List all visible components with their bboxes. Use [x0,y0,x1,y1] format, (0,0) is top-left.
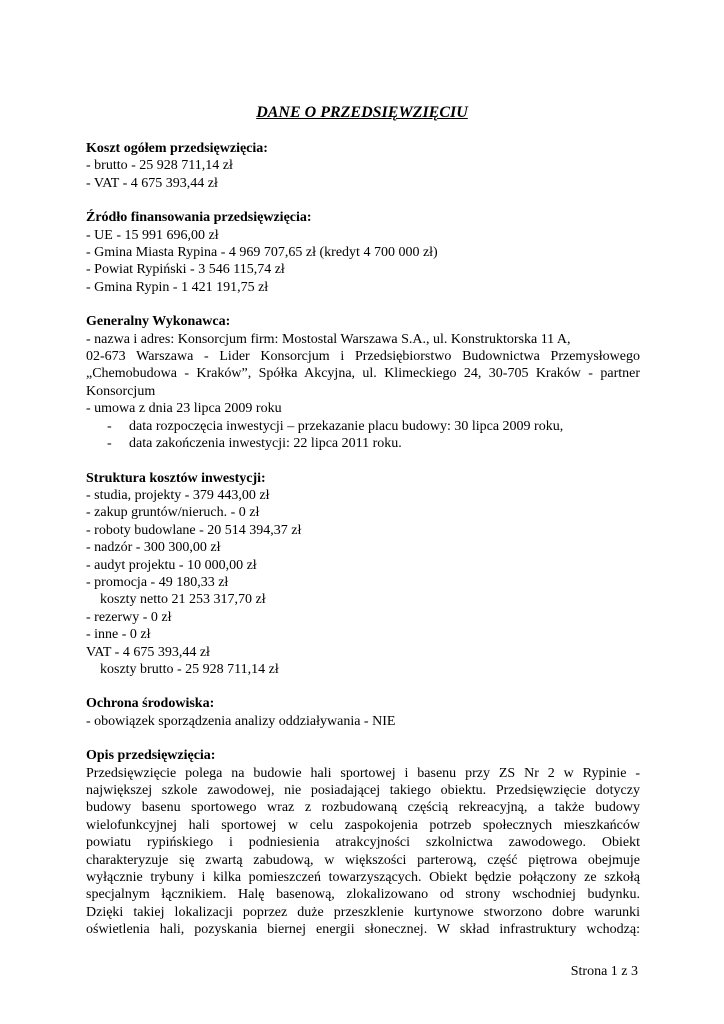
cost-line: - promocja - 49 180,33 zł [86,574,229,590]
opis-line: wyłącznie trybuny i kilka pomieszczeń towarzyszących. Obiekt będzie połączony ze szkołą [86,870,640,886]
section-heading: Generalny Wykonawca: [86,314,231,330]
opis-line: wielofunkcyjnej hali sportowej w celu zaspokojenia potrzeb społecznych mieszkańców [86,817,640,833]
section-heading: Opis przedsięwzięcia: [86,748,216,764]
page-title: DANE O PRZEDSIĘWZIĘCIU [256,104,468,121]
section-koszt [86,140,640,192]
ochrona-line: - obowiązek sporządzenia analizy oddziaływania - NIE [86,713,396,729]
zrodlo-line: - UE - 15 991 696,00 zł [86,227,219,243]
section-ochrona [86,695,640,730]
cost-line: VAT - 4 675 393,44 zł [86,644,210,660]
opis-line: specjalnym łącznikiem. Halę basenową, zlokalizowano od strony wschodniej budynku. [86,887,640,903]
list-item-text: data rozpoczęcia inwestycji – przekazanie placu budowy: 30 lipca 2009 roku, [129,418,564,434]
koszt-line: - brutto - 25 928 711,14 zł [86,158,233,174]
opis-line: charakteryzuje się zwartą zabudową, w większości parterową, część piętrowa obejmuje [86,852,640,868]
section-heading: Struktura kosztów inwestycji: [86,470,266,486]
page-number: Strona 1 z 3 [570,964,638,979]
cost-line: - inne - 0 zł [86,627,151,643]
list-item [86,435,640,452]
cost-line: - nadzór - 300 300,00 zł [86,540,221,556]
list-item [86,418,640,435]
opis-line: największej szkole zawodowej, nie posiadającej takiego obiektu. Przedsięwzięcie dotyczy [86,783,640,798]
zrodlo-line: - Gmina Rypin - 1 421 191,75 zł [86,279,269,295]
section-heading: Koszt ogółem przedsięwzięcia: [86,141,268,156]
cost-line: - studia, projekty - 379 443,00 zł [86,487,270,503]
cost-total: koszty brutto - 25 928 711,14 zł [100,661,279,677]
list-dash: - [107,418,112,434]
cost-line: - rezerwy - 0 zł [86,609,172,625]
section-opis [86,747,640,938]
cost-subtotal: koszty netto 21 253 317,70 zł [100,592,266,608]
cost-line: - zakup gruntów/nieruch. - 0 zł [86,505,260,521]
koszt-line: - VAT - 4 675 393,44 zł [86,175,218,191]
section-heading: Źródło finansowania przedsięwzięcia: [86,210,312,226]
cost-line: - roboty budowlane - 20 514 394,37 zł [86,522,302,538]
zrodlo-line: - Gmina Miasta Rypina - 4 969 707,65 zł (kredyt 4 700 000 zł) [86,245,438,261]
wykonawca-line: „Chemobudowa - Kraków”, Spółka Akcyjna, ul. Klimeckiego 24, 30-705 Kraków - partner [86,366,640,382]
wykonawca-line: - nazwa i adres: Konsorcjum firm: Mostostal Warszawa S.A., ul. Konstruktorska 11 A, [86,331,571,347]
opis-line: oświetlenia hali, pozyskania biernej energii słonecznej. W skład infrastruktury wchodzą: [86,922,640,938]
document-content [86,140,640,956]
cost-line: - audyt projektu - 10 000,00 zł [86,557,257,573]
section-struktura [86,470,640,679]
section-zrodlo [86,209,640,296]
section-wykonawca [86,313,640,452]
opis-line: Dzięki takiej lokalizacji poprzez duże przeszklenie kurtynowe stworzono dobre warunki [86,904,640,920]
opis-line: budowy basenu sportowego wraz z rozbudowaną częścią rekreacyjną, a także budowy [86,800,640,816]
list-dash: - [107,436,112,452]
zrodlo-line: - Powiat Rypiński - 3 546 115,74 zł [86,262,285,278]
section-heading: Ochrona środowiska: [86,696,215,712]
opis-line: powiatu rypińskiego i podniesienia atrakcyjności szkolnictwa zawodowego. Obiekt [86,835,640,851]
wykonawca-line: Konsorcjum [86,383,156,399]
list-item-text: data zakończenia inwestycji: 22 lipca 2011 roku. [129,436,402,452]
opis-line: Przedsięwzięcie polega na budowie hali sportowej i basenu przy ZS Nr 2 w Rypinie - [86,765,640,781]
umowa-line: - umowa z dnia 23 lipca 2009 roku [86,401,282,417]
wykonawca-line: 02-673 Warszawa - Lider Konsorcjum i Przedsiębiorstwo Budownictwa Przemysłowego [86,349,640,365]
